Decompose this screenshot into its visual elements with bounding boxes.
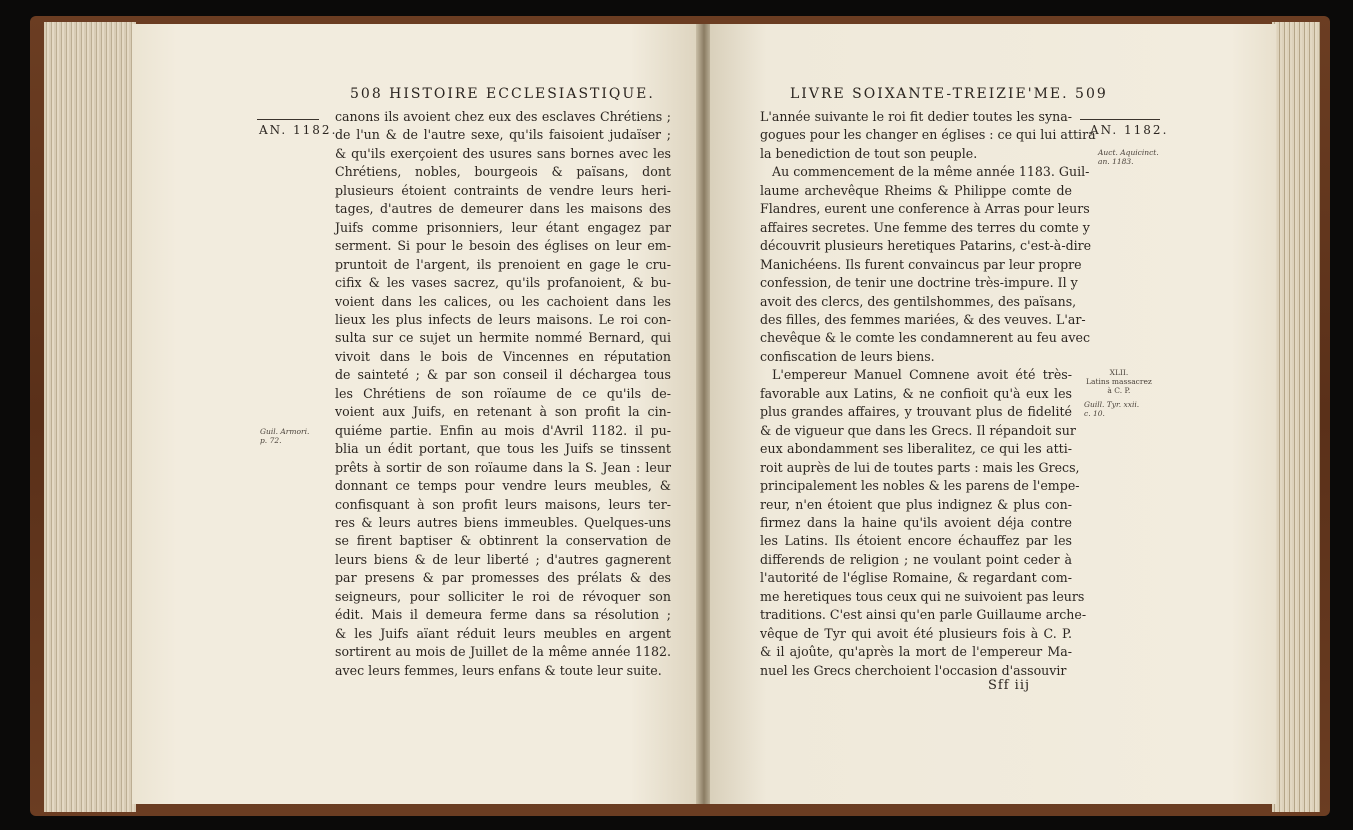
text-line: Juifs comme prisonniers, leur étant engagez par — [335, 219, 671, 235]
text-line: l'autorité de l'église Romaine, & regardant com- — [760, 570, 1072, 586]
text-line: avoit des clercs, des gentilshommes, des païsans, — [760, 293, 1077, 309]
text-line: roit auprès de lui de toutes parts : mais les Grecs, — [760, 459, 1080, 475]
text-line: blia un édit portant, que tous les Juifs se tinssent — [335, 441, 671, 457]
text-line: par presens & par promesses des prélats & des — [335, 570, 671, 586]
right-margin-note-line: an. 1183. — [1098, 157, 1134, 166]
text-line: quiéme partie. Enfin au mois d'Avril 1182. il pu- — [335, 422, 671, 438]
text-line: differends de religion ; ne voulant point ceder à — [760, 551, 1072, 567]
text-line: & qu'ils exerçoient des usures sans bornes avec les — [335, 145, 671, 161]
right-margin-year: AN. 1182. — [1090, 123, 1169, 137]
right-margin-note-chapter — [1086, 368, 1152, 395]
text-line: vêque de Tyr qui avoit été plusieurs fois à C. P. — [760, 625, 1072, 641]
text-line: se firent baptiser & obtinrent la conservation de — [335, 533, 671, 549]
right-margin-note-line: Latins massacrez — [1086, 377, 1152, 386]
left-body-text — [335, 108, 671, 680]
text-line: seigneurs, pour solliciter le roi de révoquer son — [335, 588, 671, 604]
right-margin-note-line: XLII. — [1109, 368, 1129, 377]
text-line: me heretiques tous ceux qui ne suivoient pas leurs — [760, 588, 1085, 604]
page-edges-left — [44, 22, 136, 812]
text-line: reur, n'en étoient que plus indignez & plus con- — [760, 496, 1072, 512]
text-line: & les Juifs aïant réduit leurs meubles en argent — [335, 625, 671, 641]
text-line: gogues pour les changer en églises : ce qui lui attira — [760, 127, 1096, 143]
text-line: L'année suivante le roi fit dedier toutes les syna- — [760, 109, 1072, 124]
text-line: édit. Mais il demeura ferme dans sa résolution ; — [335, 607, 671, 623]
text-line: donnant ce temps pour vendre leurs meubles, & — [335, 478, 671, 494]
text-line: avec leurs femmes, leurs enfans & toute leur suite. — [335, 662, 662, 678]
left-page — [132, 24, 698, 804]
text-line: serment. Si pour le besoin des églises on leur em- — [335, 238, 671, 254]
text-line: affaires secretes. Une femme des terres du comte y — [760, 219, 1090, 235]
left-margin-year: AN. 1182. — [259, 123, 338, 137]
text-line: confiscation de leurs biens. — [760, 348, 935, 364]
right-margin-note-top — [1098, 148, 1159, 166]
text-line: eux abondamment ses liberalitez, ce qui les atti- — [760, 441, 1072, 457]
text-line: confisquant à son profit leurs maisons, leurs ter- — [335, 496, 671, 512]
text-line: confession, de tenir une doctrine très-impure. Il y — [760, 275, 1078, 291]
text-line: canons ils avoient chez eux des esclaves Chrétiens ; — [335, 109, 671, 124]
text-line: nuel les Grecs cherchoient l'occasion d'assouvir — [760, 662, 1067, 678]
text-line: plus grandes affaires, y trouvant plus de fidelité — [760, 404, 1072, 420]
text-line: voient dans les calices, ou les cachoient dans les — [335, 293, 671, 309]
text-line: découvrit plusieurs heretiques Patarins, c'est-à-dire — [760, 238, 1092, 254]
text-line: de sainteté ; & par son conseil il déchargea tous — [335, 367, 671, 383]
right-page — [710, 24, 1276, 804]
right-margin-rule — [1080, 119, 1160, 120]
right-running-head: LIVRE SOIXANTE-TREIZIE'ME. 509 — [790, 86, 1108, 102]
text-line: plusieurs étoient contraints de vendre leurs heri- — [335, 182, 671, 198]
text-line: Manichéens. Ils furent convaincus par leur propre — [760, 256, 1082, 272]
left-margin-note-line: Guil. Armori. — [260, 427, 310, 436]
text-line: prêts à sortir de son roïaume dans la S. Jean : leur — [335, 459, 671, 475]
text-line: leurs biens & de leur liberté ; d'autres gagnerent — [335, 551, 671, 567]
right-margin-note-line: Auct. Aquicinct. — [1098, 148, 1159, 157]
text-line: pruntoit de l'argent, ils prenoient en gage le cru- — [335, 256, 671, 272]
right-margin-note-line: Guill. Tyr. xxii. — [1084, 400, 1140, 409]
right-margin-note-line: à C. P. — [1107, 386, 1131, 395]
left-margin-rule — [257, 119, 319, 120]
text-line: laume archevêque Rheims & Philippe comte de — [760, 182, 1072, 198]
text-line: Chrétiens, nobles, bourgeois & païsans, dont — [335, 164, 671, 180]
text-line: res & leurs autres biens immeubles. Quelques-uns — [335, 514, 671, 530]
text-line: voient aux Juifs, en retenant à son profit la cin- — [335, 404, 671, 420]
text-line: vivoit dans le bois de Vincennes en réputation — [335, 348, 671, 364]
text-line: cifix & les vases sacrez, qu'ils profanoient, & bu- — [335, 275, 671, 291]
left-margin-note-line: p. 72. — [260, 436, 282, 445]
text-line: de l'un & de l'autre sexe, qu'ils faisoient judaïser ; — [335, 127, 671, 143]
signature-mark: Sff iij — [988, 678, 1031, 693]
right-margin-note-source — [1084, 400, 1139, 418]
left-margin-note — [260, 427, 309, 445]
text-line: Flandres, eurent une conference à Arras pour leurs — [760, 201, 1090, 217]
text-line: Au commencement de la même année 1183. Guil- — [772, 164, 1090, 180]
text-line: des filles, des femmes mariées, & des veuves. L'ar- — [760, 311, 1086, 327]
page-edges-right — [1272, 22, 1320, 812]
left-running-head: 508 HISTOIRE ECCLESIASTIQUE. — [350, 86, 655, 102]
text-line: lieux les plus infects de leurs maisons. Le roi con- — [335, 311, 671, 327]
text-line: tages, d'autres de demeurer dans les maisons des — [335, 201, 671, 217]
text-line: les Latins. Ils étoient encore échauffez par les — [760, 533, 1072, 549]
text-line: & de vigueur que dans les Grecs. Il répandoit sur — [760, 422, 1076, 438]
text-line: les Chrétiens de son roïaume de ce qu'ils de- — [335, 385, 671, 401]
right-margin-note-line: c. 10. — [1084, 409, 1105, 418]
text-line: sulta sur ce sujet un hermite nommé Bernard, qui — [335, 330, 671, 346]
text-line: chevêque & le comte les condamnerent au feu avec — [760, 330, 1091, 346]
text-line: L'empereur Manuel Comnene avoit été très- — [772, 367, 1072, 383]
text-line: favorable aux Latins, & ne confioit qu'à eux les — [760, 385, 1072, 401]
text-line: & il ajoûte, qu'après la mort de l'empereur Ma- — [760, 644, 1072, 660]
text-line: traditions. C'est ainsi qu'en parle Guillaume arche- — [760, 607, 1087, 623]
text-line: firmez dans la haine qu'ils avoient déja contre — [760, 514, 1072, 530]
text-line: principalement les nobles & les parens de l'empe- — [760, 478, 1080, 494]
text-line: la benediction de tout son peuple. — [760, 145, 978, 161]
text-line: sortirent au mois de Juillet de la même année 1182. — [335, 644, 671, 660]
